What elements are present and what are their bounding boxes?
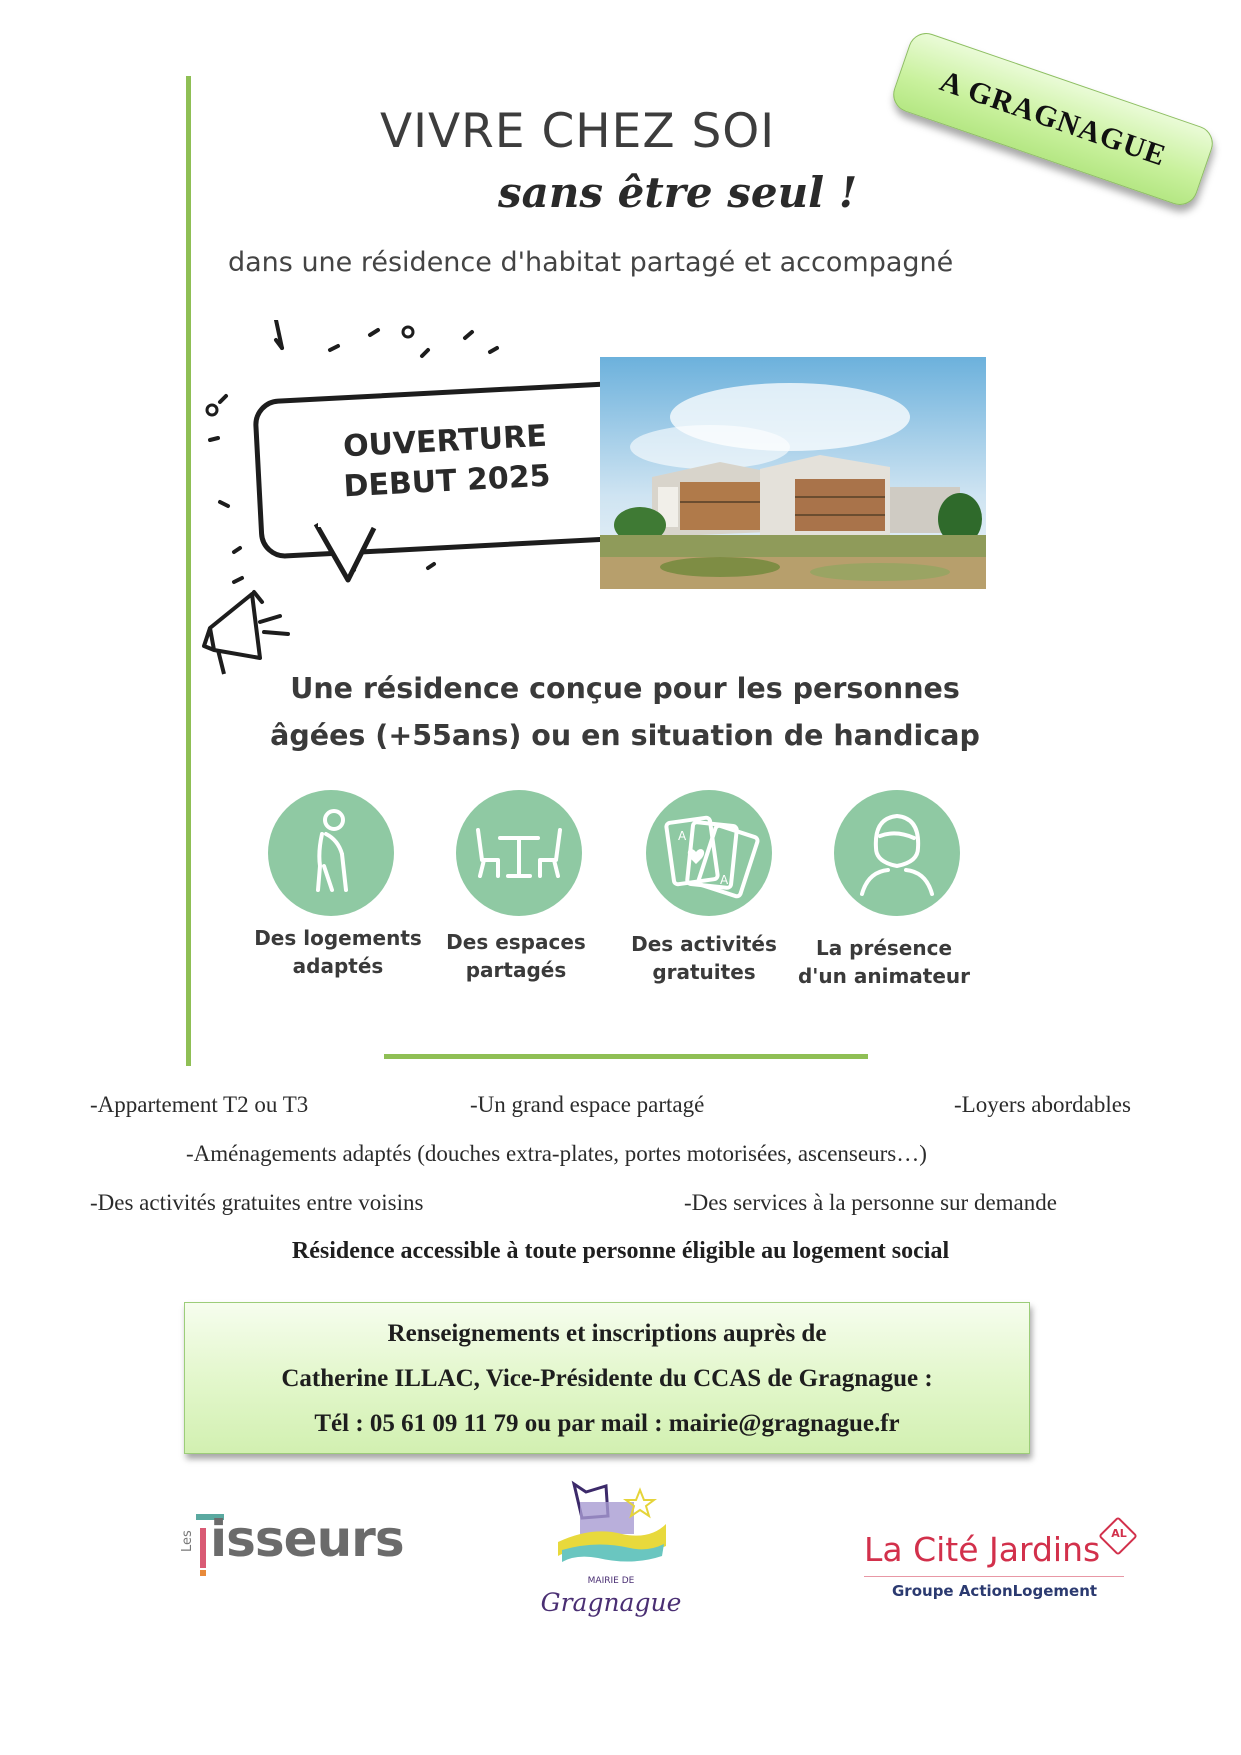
person-portrait-icon bbox=[834, 790, 960, 916]
les-tisseurs-logo bbox=[176, 1508, 406, 1588]
tagline-line1: Une résidence conçue pour les personnes bbox=[290, 672, 960, 705]
contact-line3: Tél : 05 61 09 11 79 ou par mail : mairie@gragnague.fr bbox=[314, 1410, 900, 1437]
feature-label-host bbox=[794, 934, 974, 990]
feature-label-line: gratuites bbox=[652, 960, 756, 984]
table-chairs-icon bbox=[456, 790, 582, 916]
contact-box bbox=[184, 1302, 1030, 1454]
logo-main-text: isseurs bbox=[210, 1510, 404, 1568]
target-audience-text bbox=[240, 665, 1010, 759]
feature-label-line: Des activités bbox=[631, 932, 777, 956]
poster-tagline-script: sans être seul ! bbox=[498, 168, 858, 217]
contact-line1: Renseignements et inscriptions auprès de bbox=[387, 1320, 827, 1347]
mairie-gragnague-logo bbox=[536, 1476, 686, 1628]
feature-label-shared-spaces bbox=[426, 928, 606, 984]
feature-label-line: partagés bbox=[465, 958, 567, 982]
feature-label-housing bbox=[248, 924, 428, 980]
detail-shared-space: -Un grand espace partagé bbox=[470, 1092, 705, 1117]
detail-apartment: -Appartement T2 ou T3 bbox=[90, 1092, 309, 1117]
ribbon-text: A GRAGNAGUE bbox=[935, 64, 1171, 173]
bubble-line1: OUVERTURE bbox=[342, 418, 548, 465]
detail-services: -Des services à la personne sur demande bbox=[684, 1190, 1057, 1215]
cite-badge-text: AL bbox=[1111, 1527, 1127, 1540]
location-ribbon bbox=[888, 28, 1217, 210]
detail-rent: -Loyers abordables bbox=[954, 1092, 1131, 1117]
bubble-line2: DEBUT 2025 bbox=[342, 458, 552, 505]
residence-photo bbox=[600, 357, 986, 589]
feature-label-line: Des espaces bbox=[446, 930, 586, 954]
logo-small-text: Les bbox=[180, 1530, 195, 1552]
logo-stem-pink bbox=[200, 1528, 206, 1568]
eligibility-statement: Résidence accessible à toute personne éligible au logement social bbox=[291, 1238, 950, 1264]
feature-label-line: La présence bbox=[815, 936, 953, 960]
speech-bubble-tail-icon bbox=[310, 518, 390, 588]
svg-text:A: A bbox=[720, 873, 729, 887]
cite-sub-text: Groupe ActionLogement bbox=[892, 1582, 1098, 1600]
svg-text:A: A bbox=[678, 829, 687, 843]
detail-activities: -Des activités gratuites entre voisins bbox=[90, 1190, 424, 1215]
mairie-small-text: MAIRIE DE bbox=[587, 1576, 635, 1586]
playing-cards-icon bbox=[646, 790, 772, 916]
left-green-rule bbox=[186, 76, 191, 1066]
logo-dot-orange bbox=[200, 1570, 206, 1576]
poster-subtitle: dans une résidence d'habitat partagé et accompagné bbox=[228, 247, 954, 278]
mairie-main-text: Gragnague bbox=[540, 1588, 682, 1617]
feature-label-line: d'un animateur bbox=[797, 964, 971, 988]
cite-jardins-logo bbox=[864, 1522, 1134, 1612]
opening-announcement bbox=[314, 415, 578, 508]
poster-title: VIVRE CHEZ SOI bbox=[380, 104, 776, 159]
cite-main-text: La Cité Jardins bbox=[864, 1530, 1101, 1569]
feature-label-line: Des logements bbox=[254, 926, 422, 950]
feature-label-activities bbox=[614, 930, 794, 986]
mairie-emblem-icon bbox=[552, 1476, 672, 1572]
contact-line2: Catherine ILLAC, Vice-Présidente du CCAS de Gragnague : bbox=[281, 1365, 933, 1392]
cite-divider bbox=[864, 1576, 1124, 1577]
elderly-person-icon bbox=[268, 790, 394, 916]
tagline-line2: âgées (+55ans) ou en situation de handicap bbox=[270, 719, 980, 752]
bottom-green-rule bbox=[384, 1054, 868, 1059]
detail-adaptations: -Aménagements adaptés (douches extra-plates, portes motorisées, ascenseurs…) bbox=[186, 1141, 927, 1166]
feature-label-line: adaptés bbox=[292, 954, 384, 978]
